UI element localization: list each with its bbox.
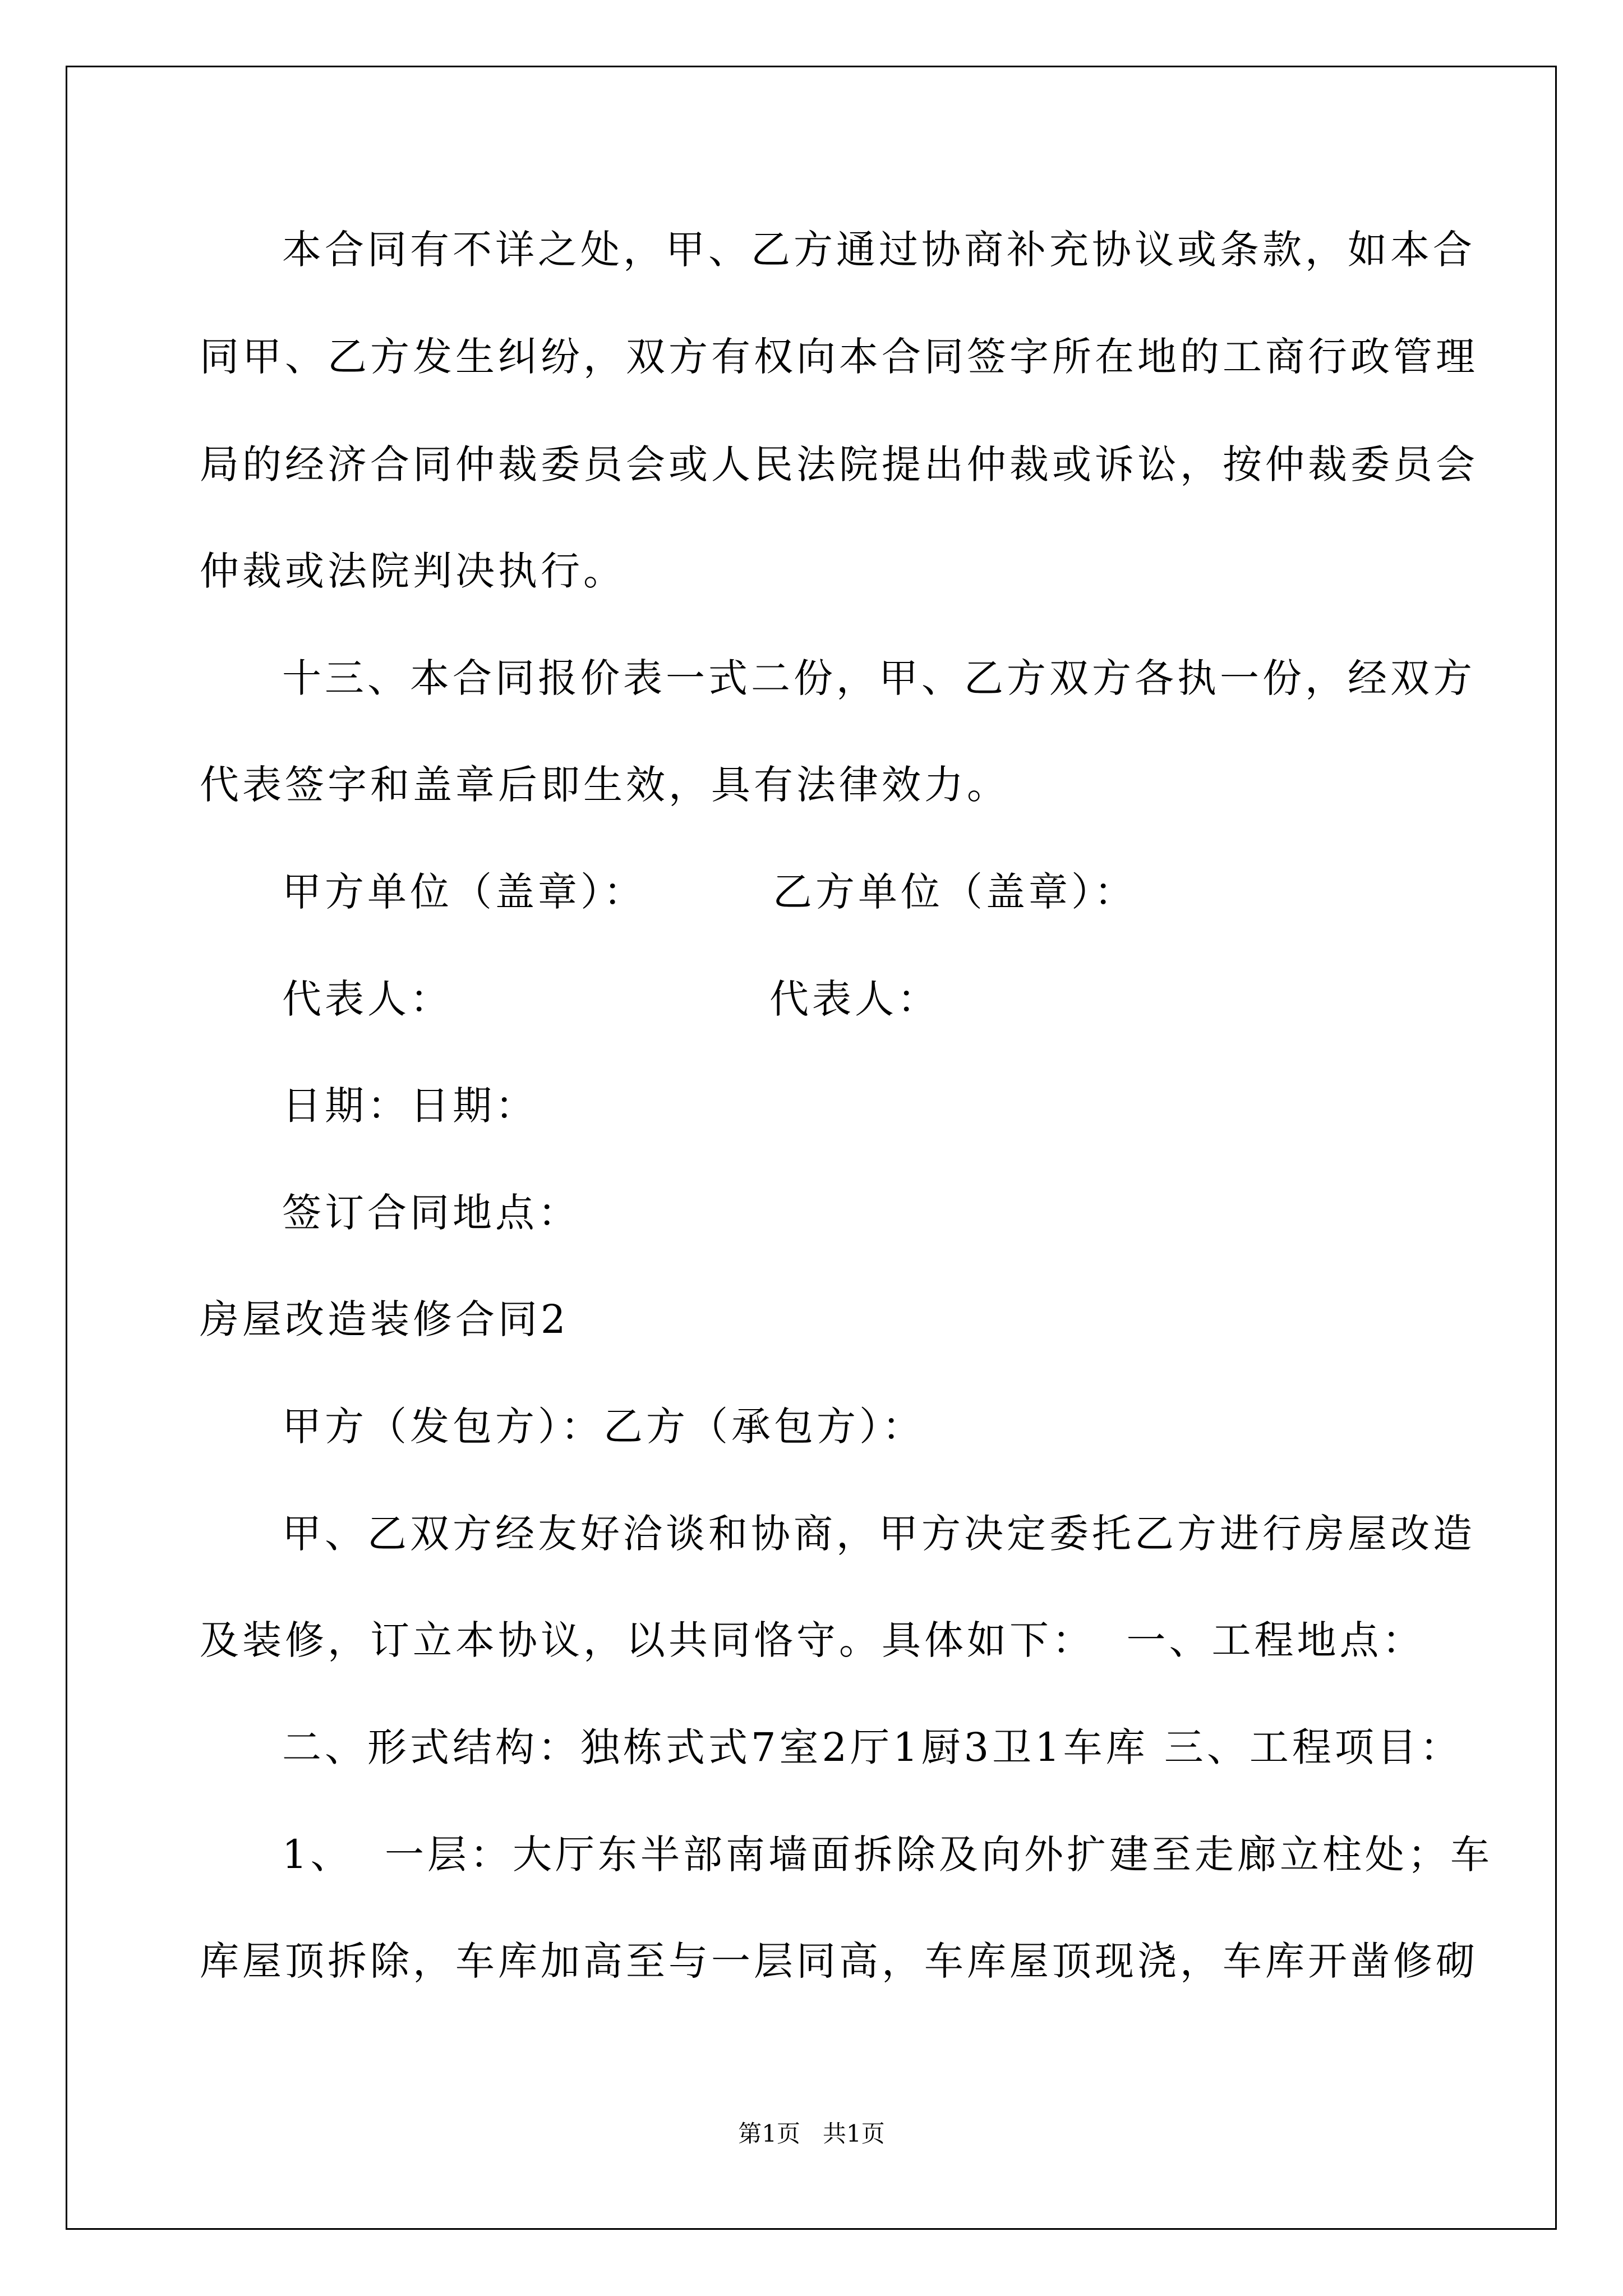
section-title: 房屋改造装修合同2	[200, 1296, 569, 1342]
text-line: 局的经济合同仲裁委员会或人民法院提出仲裁或诉讼，按仲裁委员会	[200, 441, 1478, 487]
text-line: 同甲、乙方发生纠纷，双方有权向本合同签字所在地的工商行政管理	[200, 334, 1478, 380]
text-line: 二、形式结构：独栋式式7室2厅1厨3卫1车库 三、工程项目：	[282, 1724, 1463, 1770]
text-line: 甲、乙双方经友好洽谈和协商，甲方决定委托乙方进行房屋改造	[282, 1511, 1476, 1557]
date-line: 日期：日期：	[282, 1083, 538, 1129]
text-line: 及装修，订立本协议，以共同恪守。具体如下： 一、工程地点：	[200, 1617, 1425, 1663]
page-border	[66, 66, 1557, 2230]
text-line: 1、 一层：大厅东半部南墙面拆除及向外扩建至走廊立柱处；车	[282, 1832, 1493, 1878]
text-line: 仲裁或法院判决执行。	[200, 548, 626, 594]
text-line: 代表签字和盖章后即生效，具有法律效力。	[200, 762, 1009, 808]
representative-line: 代表人： 代表人：	[282, 976, 940, 1022]
signature-unit-line: 甲方单位（盖章）： 乙方单位（盖章）：	[282, 869, 1137, 915]
parties-line: 甲方（发包方）：乙方（承包方）：	[282, 1404, 925, 1450]
text-line: 本合同有不详之处，甲、乙方通过协商补充协议或条款，如本合	[282, 227, 1476, 273]
page-number: 第1页 共1页	[738, 2120, 885, 2147]
text-line: 库屋顶拆除，车库加高至与一层同高，车库屋顶现浇，车库开凿修砌	[200, 1938, 1478, 1984]
text-line: 十三、本合同报价表一式二份，甲、乙方双方各执一份，经双方	[282, 655, 1476, 701]
signing-place-line: 签订合同地点：	[282, 1190, 580, 1236]
